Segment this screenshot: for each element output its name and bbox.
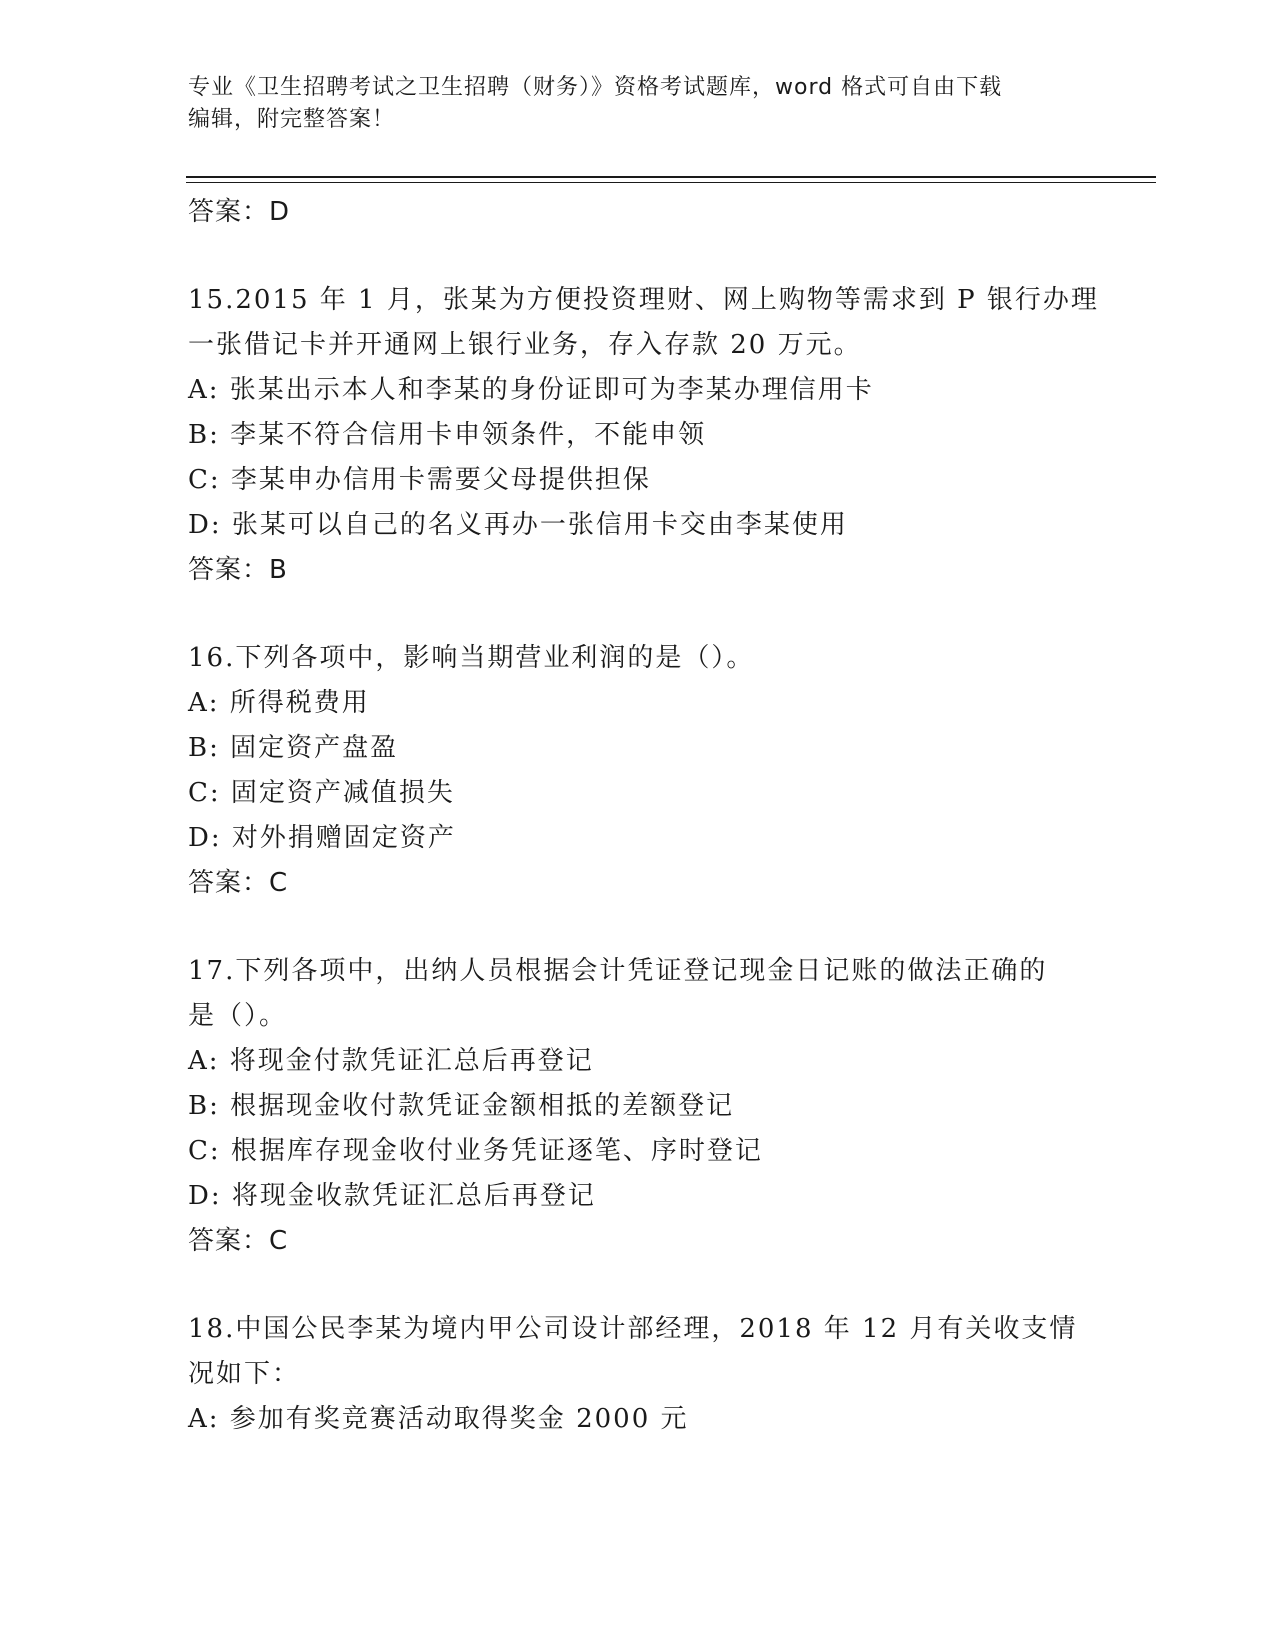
answer-line: 答案：D: [188, 197, 291, 227]
option-d: D: 对外捐赠固定资产: [188, 823, 456, 853]
question-text: 一张借记卡并开通网上银行业务，存入存款 20 万元。: [188, 330, 862, 360]
answer-line: 答案：C: [188, 1226, 289, 1256]
question-16: [188, 636, 1088, 905]
option-a: A: 所得税费用: [188, 688, 370, 718]
option-b: B: 根据现金收付款凭证金额相抵的差额登记: [188, 1091, 735, 1121]
header-line-1: 专业《卫生招聘考试之卫生招聘（财务）》资格考试题库，word 格式可自由下载: [188, 75, 1003, 100]
answer-line: 答案：B: [188, 555, 288, 585]
document-header: [188, 72, 1068, 136]
option-a: A: 将现金付款凭证汇总后再登记: [188, 1046, 594, 1076]
question-18: [188, 1307, 1088, 1442]
question-text: 17.下列各项中，出纳人员根据会计凭证登记现金日记账的做法正确的: [188, 956, 1048, 986]
option-a: A: 张某出示本人和李某的身份证即可为李某办理信用卡: [188, 375, 874, 405]
question-text: 况如下：: [188, 1359, 301, 1389]
question-list: [188, 190, 1099, 1442]
question-text: 18.中国公民李某为境内甲公司设计部经理，2018 年 12 月有关收支情: [188, 1314, 1078, 1344]
option-c: C: 固定资产减值损失: [188, 778, 455, 808]
option-b: B: 李某不符合信用卡申领条件，不能申领: [188, 420, 707, 450]
question-15: [188, 278, 1099, 592]
header-divider-thin: [186, 182, 1156, 183]
option-b: B: 固定资产盘盈: [188, 733, 399, 763]
option-c: C: 李某申办信用卡需要父母提供担保: [188, 465, 651, 495]
question-text: 是（）。: [188, 1001, 288, 1031]
option-d: D: 将现金收款凭证汇总后再登记: [188, 1181, 596, 1211]
option-a: A: 参加有奖竞赛活动取得奖金 2000 元: [188, 1404, 689, 1434]
header-divider-thick: [186, 176, 1156, 178]
header-line-2: 编辑，附完整答案！: [188, 107, 396, 132]
option-c: C: 根据库存现金收付业务凭证逐笔、序时登记: [188, 1136, 763, 1166]
question-text: 15.2015 年 1 月，张某为方便投资理财、网上购物等需求到 P 银行办理: [188, 285, 1099, 315]
question-text: 16.下列各项中，影响当期营业利润的是（）。: [188, 643, 755, 673]
question-17: [188, 949, 1088, 1263]
option-d: D: 张某可以自己的名义再办一张信用卡交由李某使用: [188, 510, 848, 540]
answer-line: 答案：C: [188, 868, 289, 898]
